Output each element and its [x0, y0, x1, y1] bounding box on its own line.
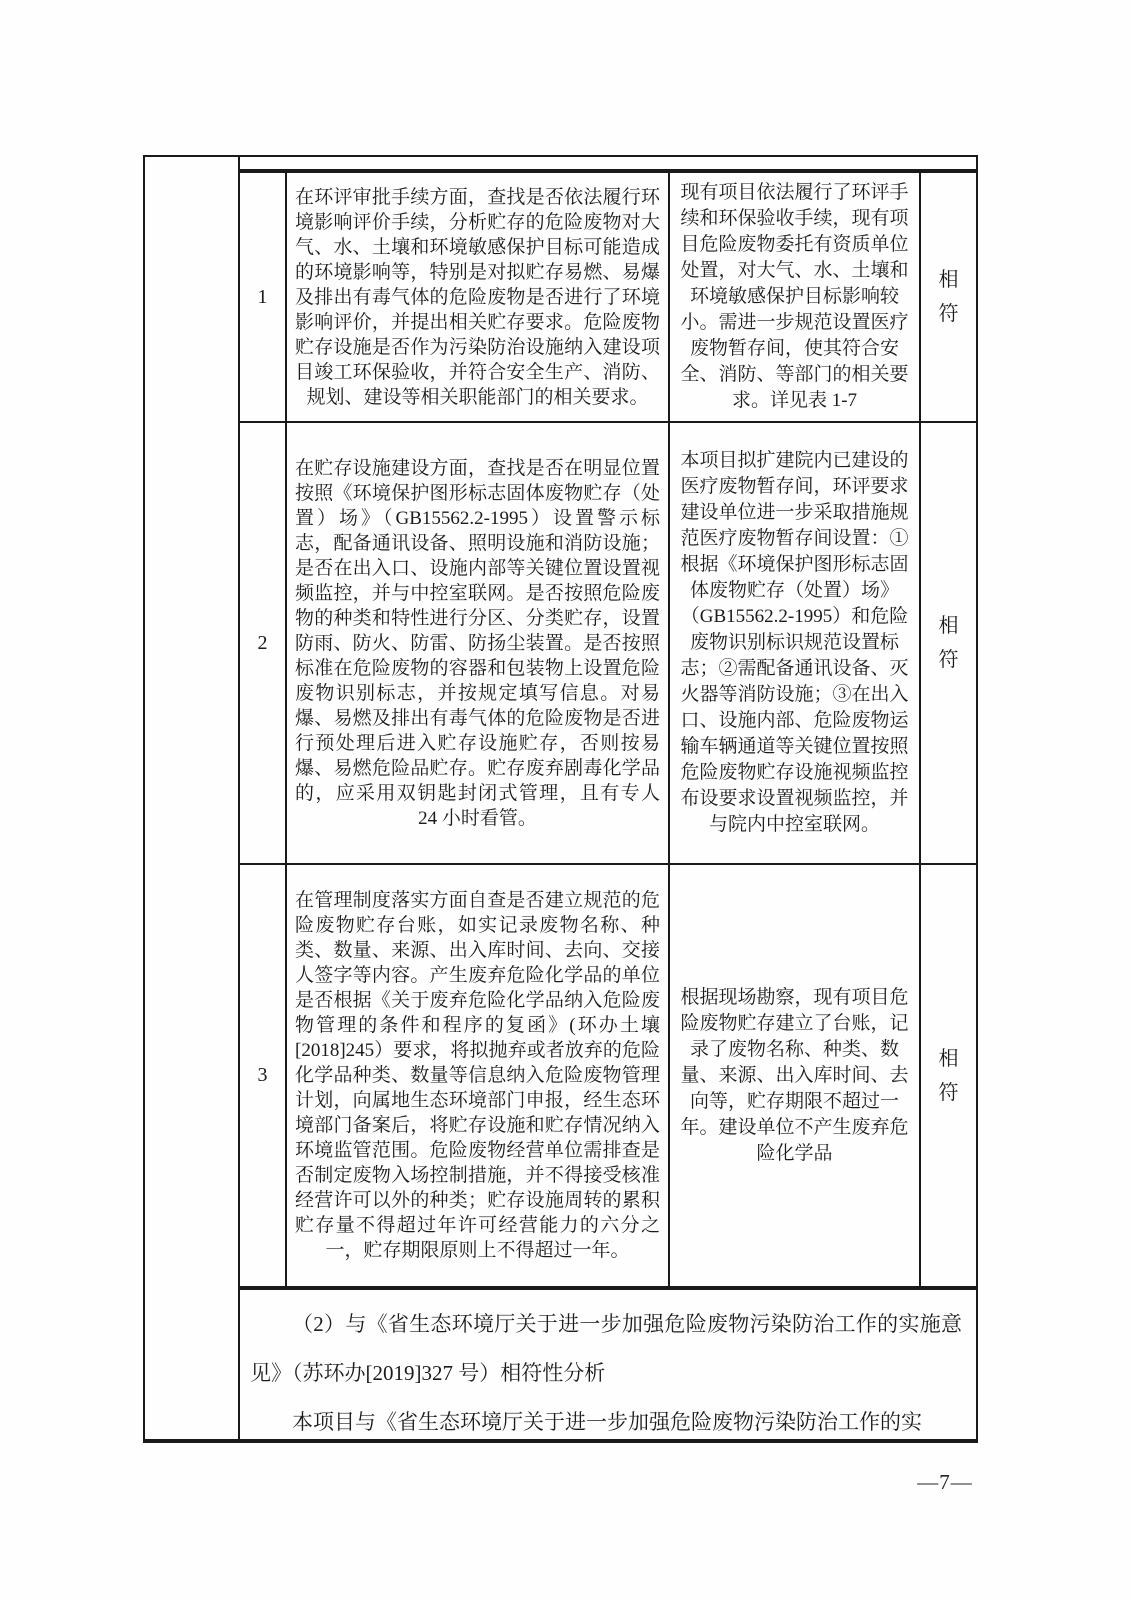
requirement-text: 在贮存设施建设方面，查找是否在明显位置按照《环境保护图形标志固体废物贮存（处置）场》（GB15562.2-1995）设置警示标志，配备通讯设备、照明设施和消防设施；是否在出入口、设施内部等关键位置设置视频监控，并与中控室联网。是否按照危险废物的种类和特性进行分区、分类贮存，设置防雨、防火、防雷、防扬尘装置。是否按照标准在危险废物的容器和包装物上设置危险废物识别标志，并按规定填写信息。对易爆、易燃及排出有毒气体的危险废物是否进行预处理后进入贮存设施贮存，否则按易爆、易燃危险品贮存。贮存废弃剧毒化学品的，应采用双钥匙封闭式管理，且有专人 24 小时看管。: [295, 457, 660, 829]
row-number-text: 2: [257, 631, 268, 654]
table-row: [240, 423, 976, 865]
verdict-cell: [921, 865, 976, 1286]
footer-paragraph-2: 本项目与《省生态环境厅关于进一步加强危险废物污染防治工作的实: [292, 1410, 922, 1434]
compliance-table: [143, 155, 978, 1443]
page-number: —7—: [917, 1470, 973, 1494]
analysis-cell: [670, 423, 921, 863]
row-number: [240, 173, 287, 421]
analysis-cell: [670, 865, 921, 1286]
footer-paragraph-1: （2）与《省生态环境厅关于进一步加强危险废物污染防治工作的实施意见》（苏环办[2019]327 号）相符性分析: [250, 1312, 962, 1385]
analysis-text: 本项目拟扩建院内已建设的医疗废物暂存间，环评要求建设单位进一步采取措施规范医疗废物暂存间设置：①根据《环境保护图形标志固体废物贮存（处置）场》（GB15562.2-1995）和危险废物识别标识规范设置标志；②需配备通讯设备、灭火器等消防设施；③在出入口、设施内部、危险废物运输车辆通道等关键位置按照危险废物贮存设施视频监控布设要求设置视频监控，并与院内中控室联网。: [680, 450, 909, 835]
table-row: [240, 865, 976, 1290]
row-number: [240, 865, 287, 1286]
row-number: [240, 423, 287, 863]
verdict-text: 相符: [938, 269, 959, 325]
verdict-cell: [921, 423, 976, 863]
requirement-cell: [287, 865, 670, 1286]
table-row: [240, 173, 976, 423]
verdict-cell: [921, 173, 976, 421]
requirement-text: 在管理制度落实方面自查是否建立规范的危险废物贮存台账，如实记录废物名称、种类、数量、来源、出入库时间、去向、交接人签字等内容。产生废弃危险化学品的单位是否根据《关于废弃危险化学品纳入危险废物管理的条件和程序的复函》(环办土壤[2018]245）要求，将拟抛弃或者放弃的危险化学品种类、数量等信息纳入危险废物管理计划，向属地生态环境部门申报，经生态环境部门备案后，将贮存设施和贮存情况纳入环境监管范围。危险废物经营单位需排查是否制定废物入场控制措施，并不得接受核准经营许可以外的种类；贮存设施周转的累积贮存量不得超过年许可经营能力的六分之一，贮存期限原则上不得超过一年。: [295, 890, 660, 1261]
analysis-cell: [670, 173, 921, 421]
verdict-text: 相符: [938, 1047, 959, 1104]
table-main-area: [240, 169, 976, 1439]
requirement-cell: [287, 173, 670, 421]
analysis-text: 现有项目依法履行了环评手续和环保验收手续，现有项目危险废物委托有资质单位处置，对大气、水、土壤和环境敏感保护目标影响较小。需进一步规范设置医疗废物暂存间，使其符合安全、消防、等部门的相关要求。详见表 1-7: [680, 182, 909, 411]
table-left-spanning-cell: [145, 157, 240, 1439]
row-number-text: 3: [257, 1064, 268, 1086]
verdict-text: 相符: [938, 615, 959, 671]
analysis-text: 根据现场勘察，现有项目危险废物贮存建立了台账，记录了废物名称、种类、数量、来源、出入库时间、去向等，贮存期限不超过一年。建设单位不产生废弃危险化学品: [680, 986, 909, 1164]
table-footer-section: [240, 1290, 976, 1439]
row-number-text: 1: [257, 285, 268, 308]
requirement-cell: [287, 423, 670, 863]
requirement-text: 在环评审批手续方面，查找是否依法履行环境影响评价手续，分析贮存的危险废物对大气、水、土壤和环境敏感保护目标可能造成的环境影响等，特别是对拟贮存易燃、易爆及排出有毒气体的危险废物是否进行了环境影响评价，并提出相关贮存要求。危险废物贮存设施是否作为污染防治设施纳入建设项目竣工环保验收，并符合安全生产、消防、规划、建设等相关职能部门的相关要求。: [295, 186, 660, 408]
